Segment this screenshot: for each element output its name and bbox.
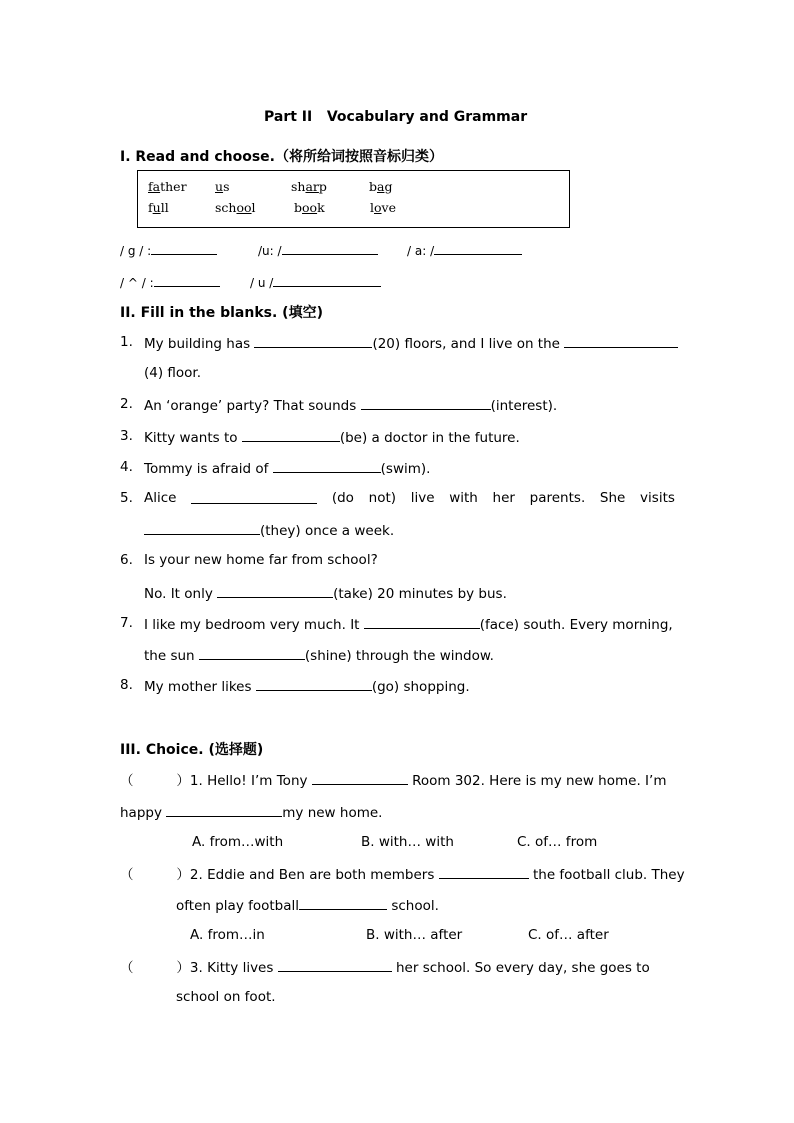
answer-blank[interactable] xyxy=(273,272,381,287)
phonetic-row-1b: /u: / xyxy=(258,240,378,260)
item-number: 8. xyxy=(120,677,133,693)
answer-parentheses[interactable]: （ ） xyxy=(120,773,190,789)
word-bag: bag xyxy=(369,179,393,194)
answer-blank[interactable] xyxy=(364,614,480,629)
word-sharp: sharp xyxy=(291,179,327,194)
section-2-heading: II. Fill in the blanks. (填空) xyxy=(120,305,323,321)
answer-blank[interactable] xyxy=(312,770,408,785)
item-5: Alice (do not) live with her parents. She visits xyxy=(144,490,675,506)
answer-blank[interactable] xyxy=(254,333,372,348)
word-us: us xyxy=(215,179,230,194)
answer-blank[interactable] xyxy=(191,489,317,504)
option-b[interactable]: B. with… after xyxy=(366,927,463,943)
item-2: An ‘orange’ party? That sounds (interest). xyxy=(144,395,557,415)
word-love: love xyxy=(370,200,396,215)
question-2-cont: often play football school. xyxy=(176,895,439,915)
answer-blank[interactable] xyxy=(217,583,333,598)
option-c[interactable]: C. of… from xyxy=(517,834,598,850)
item-1: My building has (20) floors, and I live on the xyxy=(144,333,678,353)
word-box xyxy=(137,170,570,228)
answer-blank[interactable] xyxy=(361,395,491,410)
answer-blank[interactable] xyxy=(299,895,387,910)
item-8: My mother likes (go) shopping. xyxy=(144,676,470,696)
item-number: 7. xyxy=(120,615,133,631)
item-number: 5. xyxy=(120,490,133,506)
answer-blank[interactable] xyxy=(273,458,381,473)
item-3: Kitty wants to (be) a doctor in the future. xyxy=(144,427,520,447)
section-1-heading: I. Read and choose.（将所给词按照音标归类） xyxy=(120,149,443,165)
question-3-cont: school on foot. xyxy=(176,989,276,1005)
option-b[interactable]: B. with… with xyxy=(361,834,454,850)
item-number: 4. xyxy=(120,459,133,475)
word-full: full xyxy=(148,200,169,215)
answer-blank[interactable] xyxy=(144,520,260,535)
item-6-cont: No. It only (take) 20 minutes by bus. xyxy=(144,583,507,603)
item-number: 6. xyxy=(120,552,133,568)
answer-blank[interactable] xyxy=(242,427,340,442)
item-7: I like my bedroom very much. It (face) south. Every morning, xyxy=(144,614,673,634)
phonetic-row-1: / g / : xyxy=(120,240,217,260)
answer-parentheses[interactable]: （ ） xyxy=(120,960,190,976)
answer-blank[interactable] xyxy=(154,272,220,287)
option-a[interactable]: A. from…with xyxy=(192,834,284,850)
answer-blank[interactable] xyxy=(282,240,378,255)
phonetic-row-2: / ^ / : xyxy=(120,272,220,292)
question-1: （ ）1. Hello! I’m Tony Room 302. Here is my new home. I’m xyxy=(120,770,666,790)
answer-blank[interactable] xyxy=(564,333,678,348)
word-father: father xyxy=(148,179,187,194)
item-7-cont: the sun (shine) through the window. xyxy=(144,645,494,665)
answer-blank[interactable] xyxy=(439,864,529,879)
page-title: Part II Vocabulary and Grammar xyxy=(264,109,528,125)
item-1-cont: (4) floor. xyxy=(144,365,202,381)
answer-blank[interactable] xyxy=(166,802,282,817)
answer-blank[interactable] xyxy=(278,957,392,972)
answer-blank[interactable] xyxy=(151,240,217,255)
answer-blank[interactable] xyxy=(199,645,305,660)
word-school: school xyxy=(215,200,256,215)
item-4: Tommy is afraid of (swim). xyxy=(144,458,430,478)
answer-blank[interactable] xyxy=(256,676,372,691)
item-6: Is your new home far from school? xyxy=(144,552,378,568)
question-2: （ ）2. Eddie and Ben are both members the football club. They xyxy=(120,864,685,884)
item-number: 1. xyxy=(120,334,133,350)
answer-parentheses[interactable]: （ ） xyxy=(120,867,190,883)
section-3-heading: III. Choice. (选择题) xyxy=(120,742,264,758)
answer-blank[interactable] xyxy=(434,240,522,255)
phonetic-row-2b: / u / xyxy=(250,272,381,292)
question-3: （ ）3. Kitty lives her school. So every day, she goes to xyxy=(120,957,650,977)
option-a[interactable]: A. from…in xyxy=(190,927,265,943)
item-number: 2. xyxy=(120,396,133,412)
word-book: book xyxy=(294,200,325,215)
phonetic-row-1c: / a: / xyxy=(407,240,522,260)
option-c[interactable]: C. of… after xyxy=(528,927,609,943)
question-1-cont: happy my new home. xyxy=(120,802,382,822)
item-5-cont: (they) once a week. xyxy=(144,520,394,540)
item-number: 3. xyxy=(120,428,133,444)
